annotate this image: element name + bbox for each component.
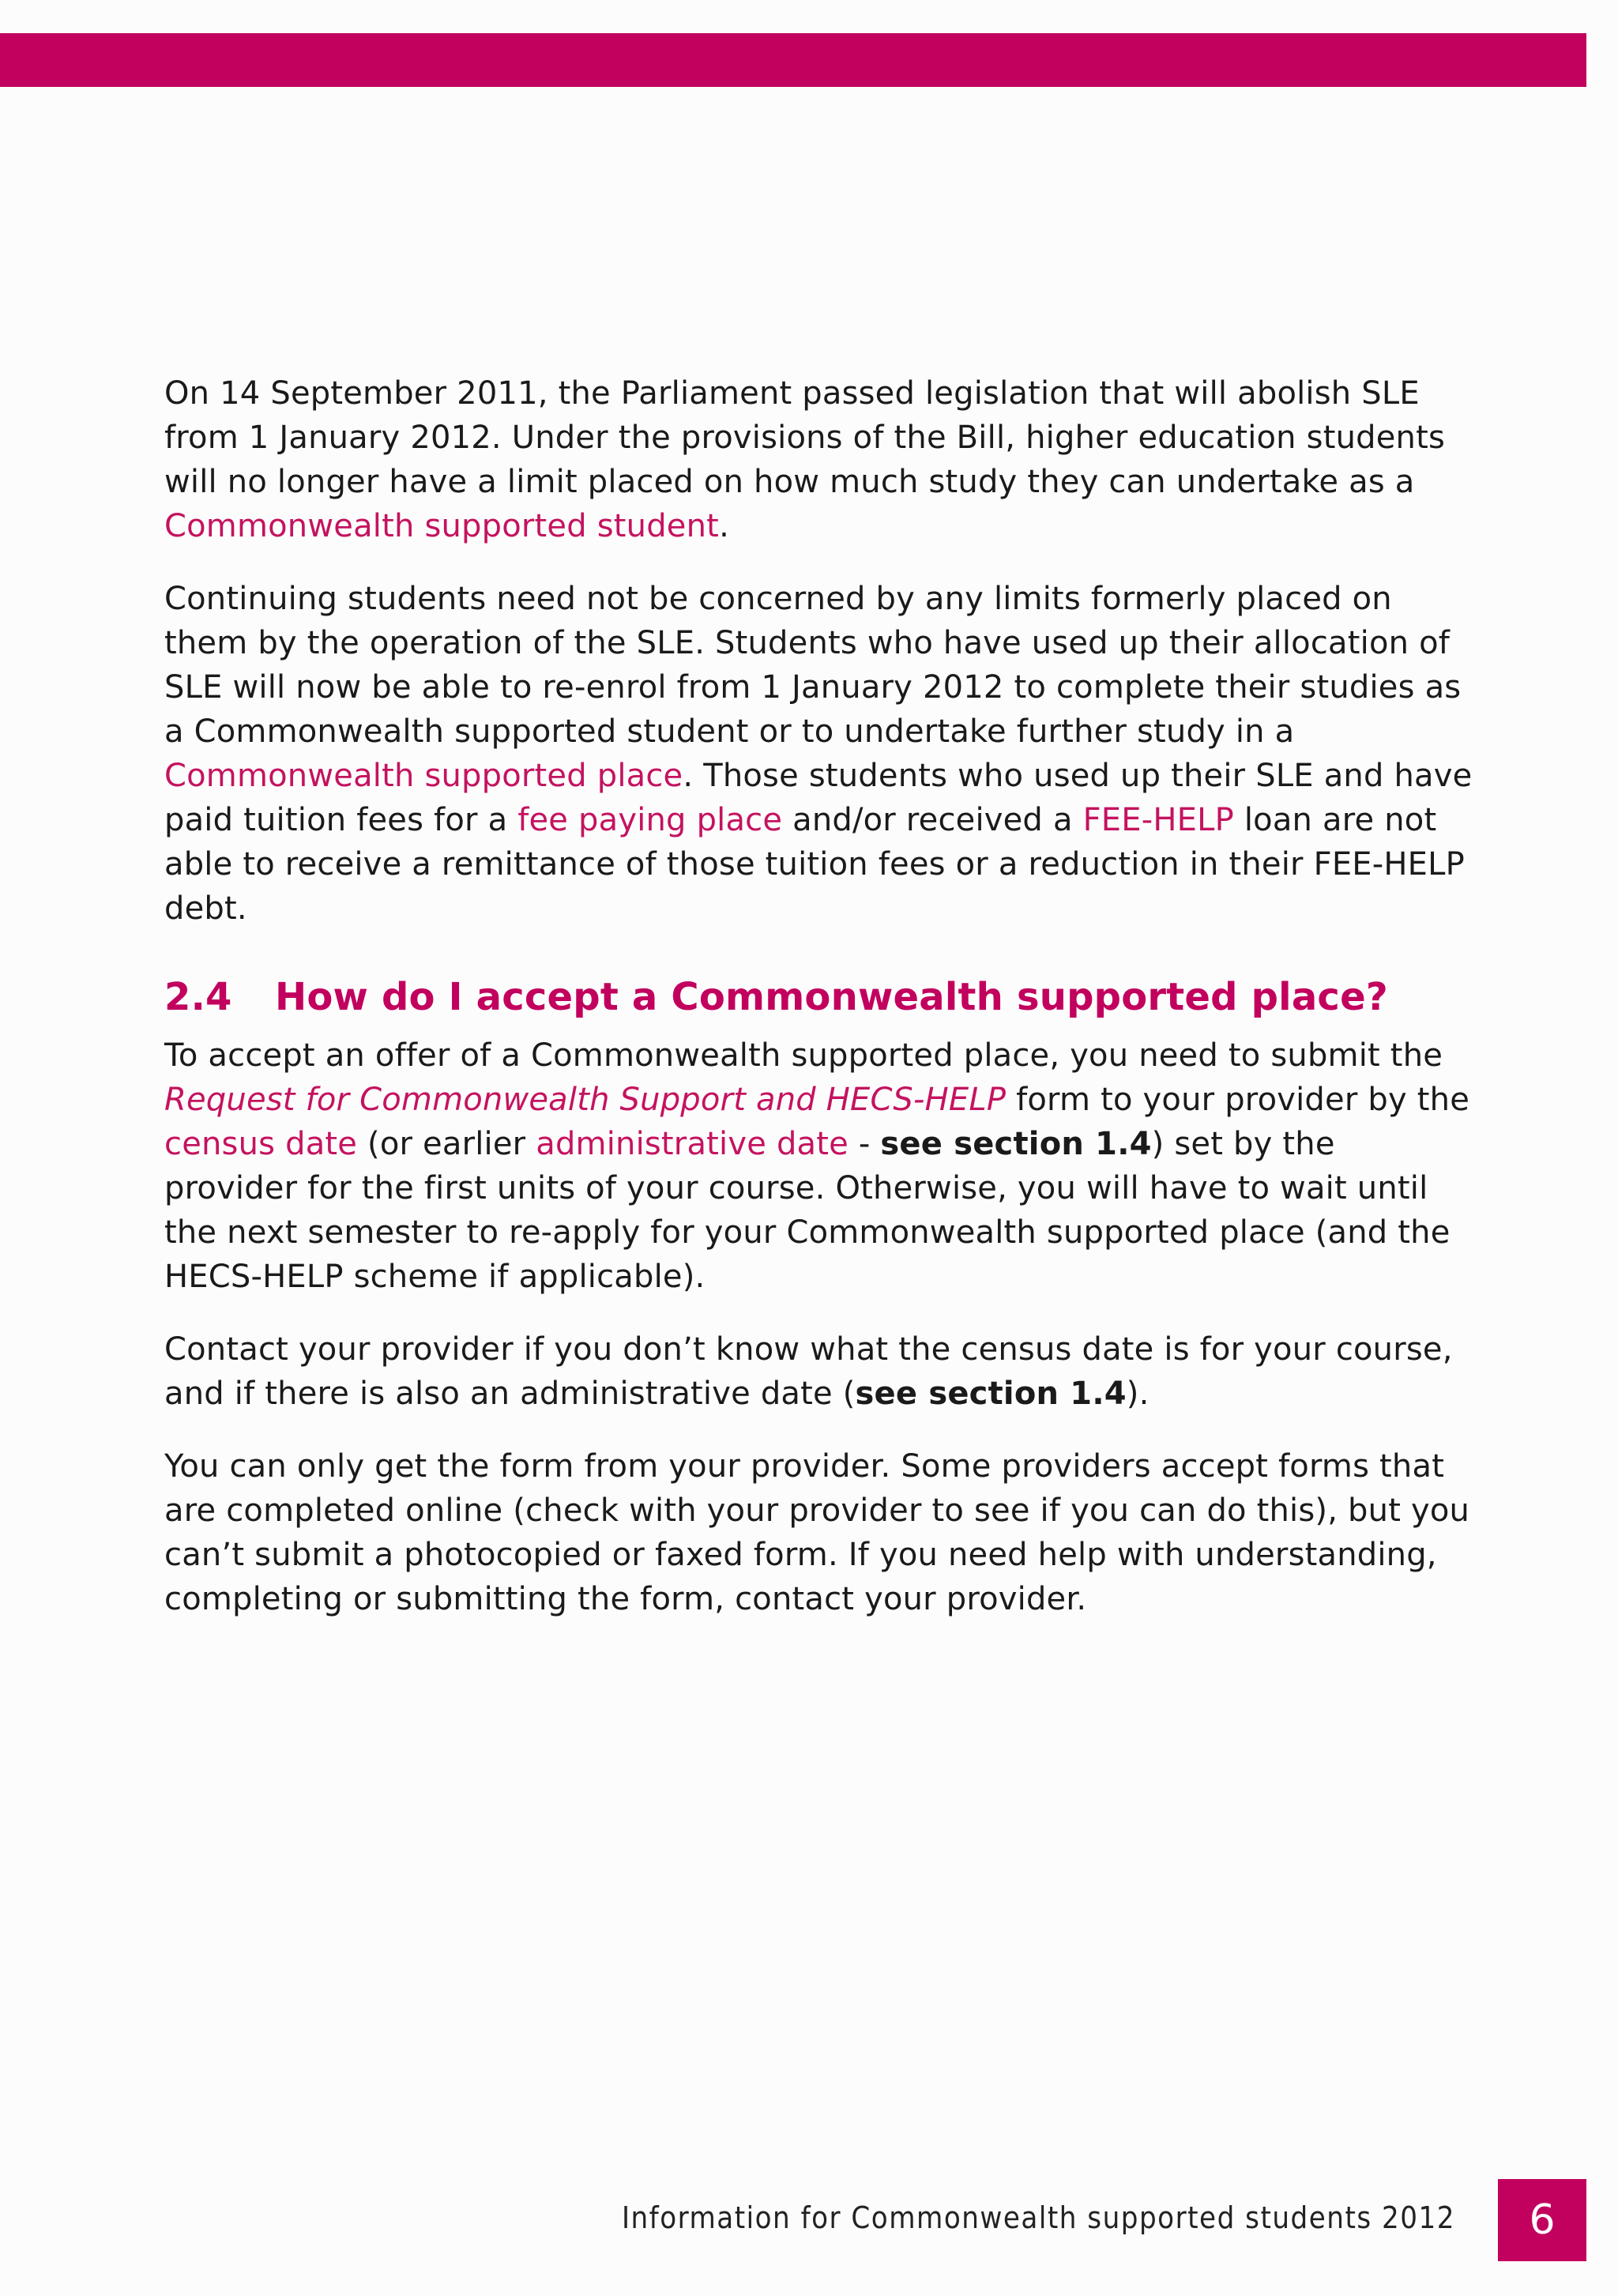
section-heading <box>164 972 1476 1022</box>
paragraph-continuing-students <box>164 577 1476 931</box>
paragraph-accept-offer <box>164 1033 1476 1299</box>
text: . <box>719 508 729 544</box>
text: You can only get the form from your provider. Some providers accept forms that are completed online (check with your provider to see if you can do this), but you can’t submit a photocopied or faxed form. If you need help with understanding, completing or submitting the form, contact your provider. <box>164 1448 1470 1617</box>
section-reference: see section 1.4 <box>880 1126 1152 1162</box>
section-number: 2.4 <box>164 975 232 1019</box>
text: loan are not able to receive a remittance of those tuition fees or a reduction in their FEE-HELP debt. <box>164 802 1465 927</box>
footer-document-title: Information for Commonwealth supported students 2012 <box>621 2200 1455 2235</box>
paragraph-contact-provider <box>164 1327 1476 1416</box>
link-commonwealth-supported-place[interactable]: Commonwealth supported place <box>164 758 683 794</box>
text: To accept an offer of a Commonwealth supported place, you need to submit the <box>164 1037 1443 1074</box>
text: On 14 September 2011, the Parliament passed legislation that will abolish SLE from 1 January 2012. Under the provisions of the Bill, higher education students will no longer have a limit placed on how much study they can undertake as a <box>164 375 1445 500</box>
section-reference: see section 1.4 <box>855 1376 1127 1412</box>
text: (or earlier <box>357 1126 536 1162</box>
text: Continuing students need not be concerned by any limits formerly placed on them by the operation of the SLE. Students who have used up their allocation of SLE will now be able to re-enrol from 1 January 2012 to complete their studies as a Commonwealth supported student or to undertake further study in a <box>164 581 1462 750</box>
link-fee-help[interactable]: FEE-HELP <box>1082 802 1234 838</box>
text: ) set by the provider for the first units of your course. Otherwise, you will have to wait until the next semester to re-apply for your Commonwealth supported place (and the HECS-HELP scheme if applicable). <box>164 1126 1451 1295</box>
text: - <box>848 1126 881 1162</box>
paragraph-form-availability <box>164 1444 1476 1621</box>
link-census-date[interactable]: census date <box>164 1126 358 1162</box>
text: form to your provider by the <box>1006 1082 1470 1118</box>
paragraph-sle-abolition <box>164 371 1476 548</box>
main-content <box>164 371 1476 1650</box>
page-number-badge: 6 <box>1498 2179 1586 2261</box>
link-commonwealth-supported-student[interactable]: Commonwealth supported student <box>164 508 720 544</box>
header-accent-bar <box>0 33 1586 87</box>
text: and/or received a <box>782 802 1083 838</box>
section-title: How do I accept a Commonwealth supported place? <box>275 975 1388 1019</box>
link-fee-paying-place[interactable]: fee paying place <box>517 802 783 838</box>
link-administrative-date[interactable]: administrative date <box>536 1126 849 1162</box>
text: Contact your provider if you don’t know what the census date is for your course, and if there is also an administrative date ( <box>164 1331 1453 1412</box>
text: ). <box>1126 1376 1150 1412</box>
text: . Those students who used up their SLE and have paid tuition fees for a <box>164 758 1473 838</box>
link-request-form[interactable]: Request for Commonwealth Support and HECS-HELP <box>164 1082 1007 1118</box>
